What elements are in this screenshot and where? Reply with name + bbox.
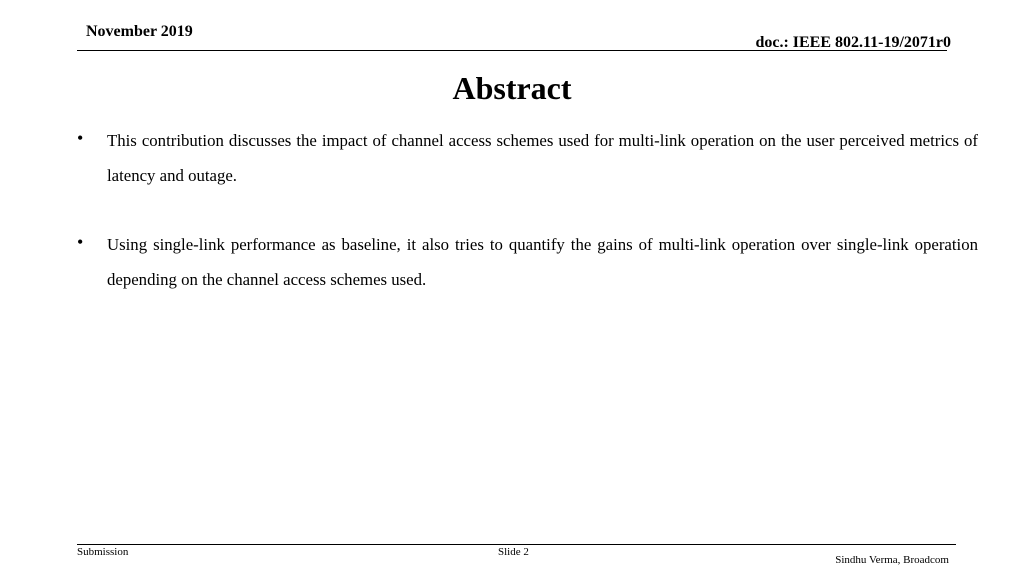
header-date: November 2019 — [86, 23, 193, 40]
header-divider — [77, 50, 947, 51]
slide-title: Abstract — [452, 70, 572, 106]
bullet-text: This contribution discusses the impact of channel access schemes used for multi-link operation on the user perceived metrics of latency and outage. — [107, 131, 978, 185]
bullet-text: Using single-link performance as baseline, it also tries to quantify the gains of multi-link operation over single-link operation depending on the channel access schemes used. — [107, 235, 978, 289]
footer-submission: Submission — [77, 546, 129, 558]
bullet-dot-icon: • — [77, 232, 84, 252]
bullet-dot-icon: • — [77, 128, 84, 148]
footer-author: Sindhu Verma, Broadcom — [835, 554, 949, 566]
footer-slide-number: Slide 2 — [498, 546, 529, 558]
bullet-list — [77, 123, 978, 297]
header-doc-id: doc.: IEEE 802.11-19/2071r0 — [755, 34, 951, 51]
bullet-item — [77, 123, 978, 193]
bullet-item — [77, 227, 978, 297]
